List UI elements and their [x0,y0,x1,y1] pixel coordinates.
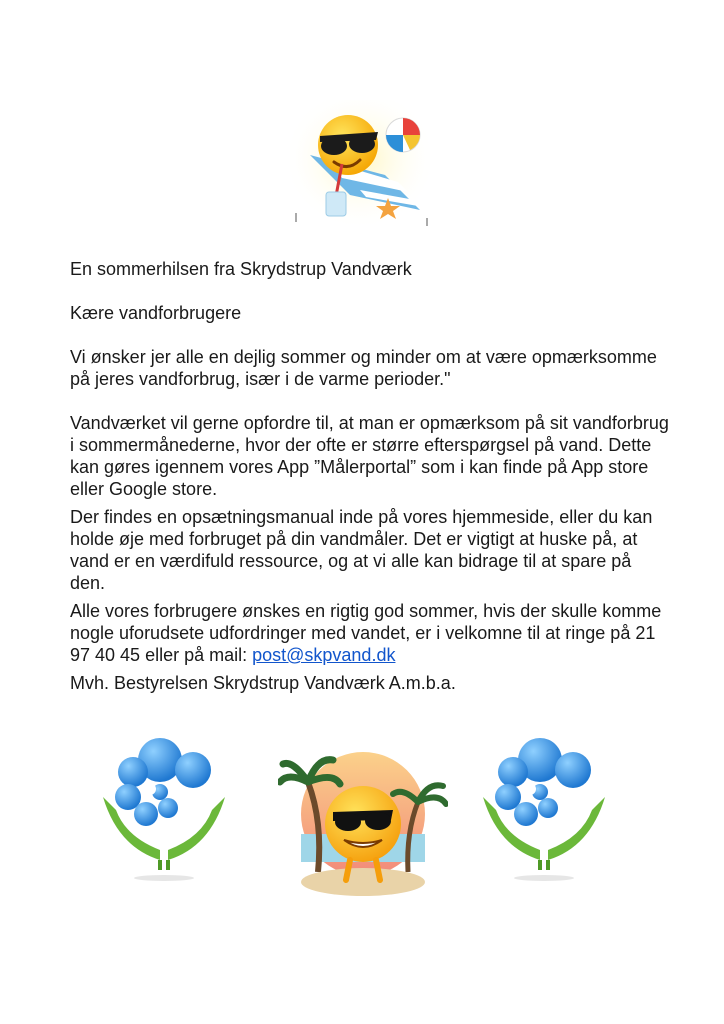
letter-paragraph-app: Vandværket vil gerne opfordre til, at man er opmærksom på sit vandforbrug i sommermånederne, hvor der ofte er større efterspørgsel på vand. Dette kan gøres igennem vores App ”Målerportal” som i kan finde på App store eller Google store. [70,413,669,499]
letter-signoff: Mvh. Bestyrelsen Skrydstrup Vandværk A.m.b.a. [70,673,456,693]
letter-intro: Vi ønsker jer alle en dejlig sommer og minder om at være opmærksomme på jeres vandforbrug, især i de varme perioder." [70,347,657,389]
letter-title: En sommerhilsen fra Skrydstrup Vandværk [70,259,412,279]
water-hands-logo-icon [478,732,610,882]
sun-palm-island-icon [278,742,448,902]
water-hands-logo-icon [98,732,230,882]
letter-greeting: Kære vandforbrugere [70,303,242,323]
letter-paragraph-manual: Der findes en opsætningsmanual inde på vores hjemmeside, eller du kan holde øje med forbruget på din vandmåler. Det er vigtigt at huske på, at vand er en værdifuld ressource, og at vi alle kan bidrage til at spare på den. [70,507,653,593]
letter-text [70,258,670,694]
letter-paragraph-contact [70,600,670,666]
sunglasses-smiley-beach-icon [290,100,430,230]
contact-text: Alle vores forbrugere ønskes en rigtig god sommer, hvis der skulle komme nogle uforudsete udfordringer med vandet, er i velkomne til at ringe på 21 97 40 45 eller på mail: [70,601,662,665]
email-link[interactable]: post@skpvand.dk [252,645,396,665]
